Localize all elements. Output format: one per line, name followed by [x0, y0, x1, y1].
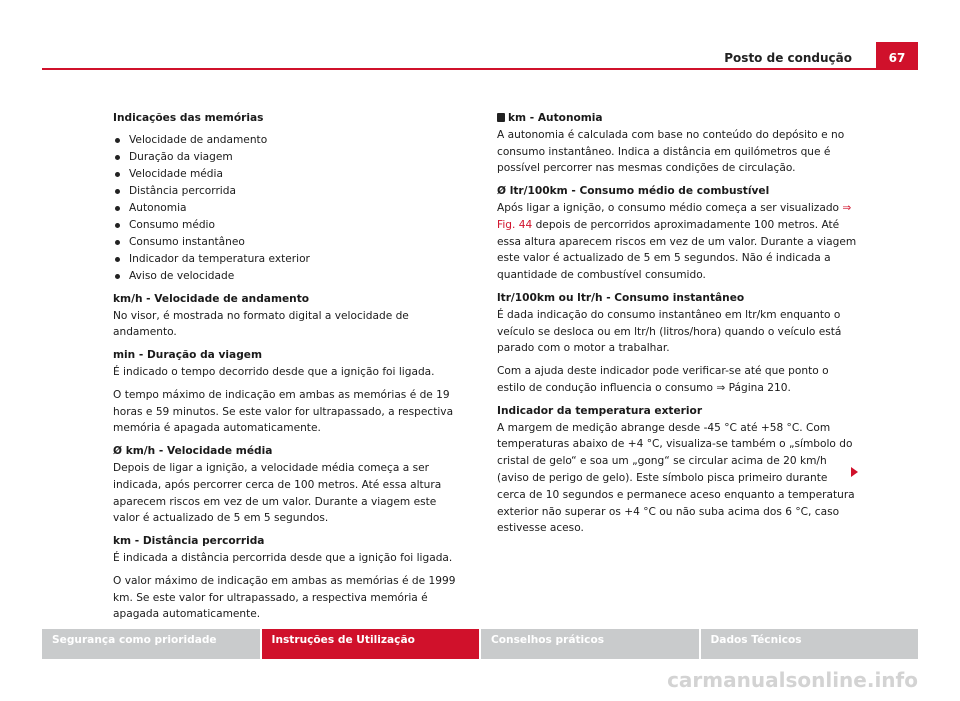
tab-practical-advice[interactable]: Conselhos práticos: [481, 629, 699, 659]
page-number: 67: [876, 42, 918, 68]
distance-text-2: O valor máximo de indicação em ambas as memórias é de 1999 km. Se este valor for ultrapassado, a respectiva memória é apagada automaticamente.: [113, 574, 456, 621]
list-item: Velocidade média: [113, 166, 463, 183]
tab-technical-data[interactable]: Dados Técnicos: [701, 629, 919, 659]
inst-consumption-text: É dada indicação do consumo instantâneo em ltr/km enquanto o veículo se desloca ou em ltr/h (litros/hora) quando o veículo está parado com o motor a trabalhar.: [497, 308, 842, 355]
temperature-heading: Indicador da temperatura exterior: [497, 404, 703, 417]
memories-list: [113, 132, 463, 285]
avg-consumption-heading: Ø ltr/100km - Consumo médio de combustível: [497, 185, 770, 198]
fig-44-link[interactable]: ⇒ Fig. 44: [497, 201, 852, 231]
header-rule: [42, 68, 918, 70]
list-item: Distância percorrida: [113, 183, 463, 200]
left-column: [113, 110, 463, 623]
footer-tabs: [42, 629, 918, 659]
list-item: Velocidade de andamento: [113, 132, 463, 149]
avg-speed-heading: Ø km/h - Velocidade média: [113, 445, 273, 458]
inst-consumption-text-2: Com a ajuda deste indicador pode verificar-se até que ponto o estilo de condução influencia o consumo ⇒ Página 210.: [497, 365, 829, 394]
avg-speed-text: Depois de ligar a ignição, a velocidade média começa a ser indicada, após percorrer cerca de 100 metros. Até essa altura aparecem riscos em vez de um valor. Durante a viagem este valor é actualizado de 5 em 5 segundos.: [113, 461, 442, 525]
list-item: Consumo médio: [113, 217, 463, 234]
memories-heading: Indicações das memórias: [113, 112, 264, 124]
distance-text: É indicada a distância percorrida desde que a ignição foi ligada.: [113, 551, 453, 564]
autonomy-heading: [497, 110, 859, 127]
duration-text-2: O tempo máximo de indicação em ambas as memórias é de 19 horas e 59 minutos. Se este valor for ultrapassado, a respectiva memória é apagada automaticamente.: [113, 388, 454, 435]
tab-safety[interactable]: Segurança como prioridade: [42, 629, 260, 659]
duration-text: É indicado o tempo decorrido desde que a ignição foi ligada.: [113, 365, 435, 378]
temperature-text: A margem de medição abrange desde -45 °C até +58 °C. Com temperaturas abaixo de +4 °C, visualiza-se também o „símbolo do cristal de gelo“ e soa um „gong“ se circular acima de 20 km/h (aviso de perigo de gelo). Este símbolo pisca primeiro durante cerca de 10 segundos e permanece aceso enquanto a temperatura exterior não superar os +4 °C ou não suba acima dos 6 °C, caso estivesse aceso.: [497, 421, 855, 535]
inst-consumption-heading: ltr/100km ou ltr/h - Consumo instantâneo: [497, 291, 745, 304]
section-title: Posto de condução: [724, 51, 852, 65]
right-column: [497, 110, 859, 537]
avg-consumption-text-a: Após ligar a ignição, o consumo médio começa a ser visualizado: [497, 201, 843, 214]
avg-consumption-text: [497, 200, 859, 284]
autonomy-text: A autonomia é calculada com base no conteúdo do depósito e no consumo instantâneo. Indica a distância em quilómetros que é possível percorrer nas mesmas condições de circulação.: [497, 128, 845, 175]
fuel-pump-icon: [497, 113, 505, 122]
distance-heading: km - Distância percorrida: [113, 535, 265, 548]
duration-heading: min - Duração da viagem: [113, 349, 263, 362]
list-item: Autonomia: [113, 200, 463, 217]
avg-consumption-text-b: depois de percorridos aproximadamente 100 metros. Até essa altura aparecem riscos em vez de um valor. Durante a viagem este valor é actualizado de 5 em 5 segundos. Não é indicada a quantidade de combustível consumido.: [497, 218, 857, 282]
autonomy-heading-text: km - Autonomia: [508, 112, 603, 124]
watermark: carmanualsonline.info: [667, 668, 918, 692]
list-item: Indicador da temperatura exterior: [113, 251, 463, 268]
list-item: Consumo instantâneo: [113, 234, 463, 251]
list-item: Duração da viagem: [113, 149, 463, 166]
speed-text: No visor, é mostrada no formato digital a velocidade de andamento.: [113, 309, 409, 339]
speed-heading: km/h - Velocidade de andamento: [113, 292, 310, 305]
continue-arrow-icon: [851, 467, 858, 477]
tab-instructions[interactable]: Instruções de Utilização: [262, 629, 480, 659]
list-item: Aviso de velocidade: [113, 268, 463, 285]
